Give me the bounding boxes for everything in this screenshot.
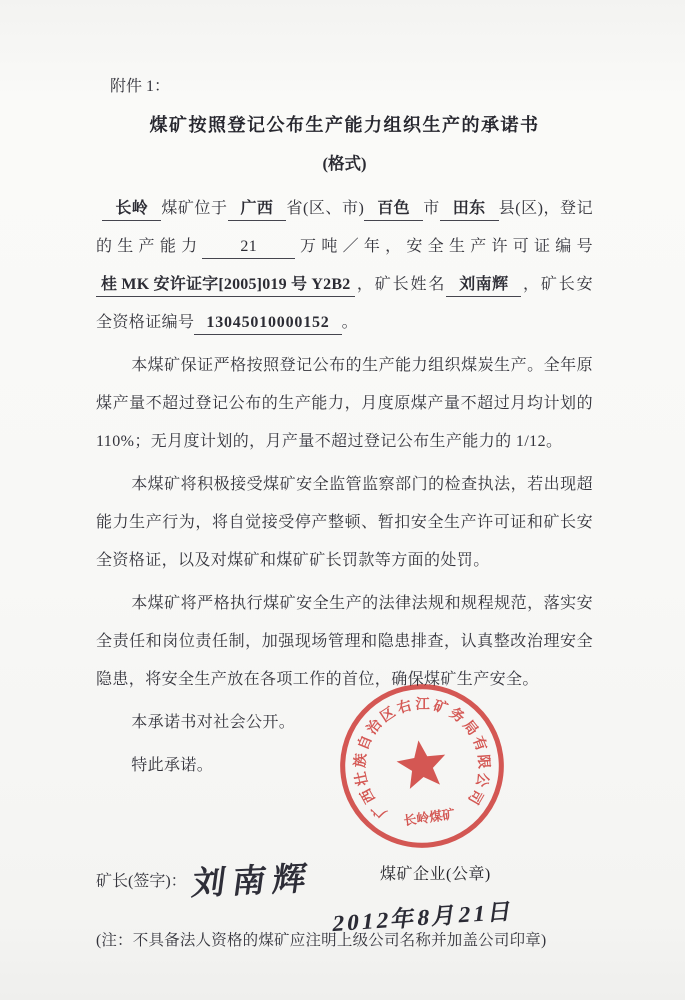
signature-area: [96, 811, 593, 937]
svg-text:右: 右: [395, 697, 414, 718]
attachment-label: 附件 1：: [110, 78, 171, 95]
blank-permit-number: 桂 MK 安许证字[2005]019 号 Y2B2: [96, 274, 355, 297]
public-statement: 本承诺书对社会公开。: [131, 714, 296, 731]
svg-text:广: 广: [368, 799, 391, 821]
handwritten-date: 2012年8月21日: [330, 898, 517, 937]
handwritten-signature: 刘南辉: [189, 861, 315, 903]
blank-province: 广西: [228, 198, 287, 221]
text-segment: 省(区、市): [286, 200, 365, 217]
mine-manager-signature-row: [96, 855, 313, 902]
seal-label: 煤矿企业(公章): [380, 866, 491, 883]
paragraph-supervision-promise: 本煤矿将积极接受煤矿安全监管监察部门的检查执法，若出现超能力生产行为，将自觉接受停产整顿、暂扣安全生产许可证和矿长安全资格证，以及对煤矿和煤矿矿长罚款等方面的处罚。: [96, 476, 593, 569]
svg-text:壮: 壮: [352, 769, 372, 788]
svg-text:自: 自: [355, 733, 376, 753]
blank-capacity: 21: [202, 236, 295, 259]
svg-text:有: 有: [468, 734, 490, 754]
blank-cert-number: 13045010000152: [194, 312, 341, 335]
page-subtitle: (格式): [322, 154, 367, 173]
text-segment: 煤矿位于: [161, 200, 228, 217]
svg-text:司: 司: [464, 786, 486, 807]
intro-paragraph: [96, 190, 593, 342]
blank-mine-name: 长岭: [102, 198, 161, 221]
svg-text:区: 区: [377, 704, 399, 726]
text-segment: 。: [341, 314, 359, 331]
svg-text:西: 西: [357, 785, 379, 806]
blank-city: 百色: [364, 198, 423, 221]
text-segment: 县(区)，登记的生产能力: [96, 200, 593, 255]
seal-bottom-text: 长岭煤矿: [402, 806, 456, 829]
seal-star-icon: [394, 737, 449, 790]
blank-county: 田东: [440, 198, 499, 221]
company-seal: [328, 672, 515, 859]
svg-text:公: 公: [472, 770, 492, 789]
svg-text:务: 务: [446, 705, 468, 727]
text-segment: 市: [423, 200, 440, 217]
promise-statement: 特此承诺。: [131, 757, 214, 774]
svg-text:矿: 矿: [431, 697, 450, 718]
svg-text:限: 限: [474, 753, 492, 770]
page-title: 煤矿按照登记公布生产能力组织生产的承诺书: [149, 115, 540, 135]
svg-text:江: 江: [415, 696, 430, 713]
sign-label: 矿长(签字)：: [96, 873, 187, 890]
text-segment: ，矿长安全资格证编号: [96, 276, 593, 331]
text-segment: 万吨／年，安全生产许可证编号: [295, 238, 593, 255]
footnote: (注：不具备法人资格的煤矿应注明上级公司名称并加盖公司印章): [96, 932, 547, 949]
paragraph-regulation-promise: 本煤矿将严格执行煤矿安全生产的法律法规和规程规范，落实安全责任和岗位责任制，加强现场管理和隐患排查，认真整改治理安全隐患，将安全生产放在各项工作的首位，确保煤矿生产安全。: [96, 595, 593, 688]
svg-text:族: 族: [352, 752, 370, 769]
blank-manager-name: 刘南辉: [446, 274, 521, 297]
svg-text:局: 局: [459, 717, 481, 739]
paragraph-capacity-promise: 本煤矿保证严格按照登记公布的生产能力组织煤炭生产。全年原煤产量不超过登记公布的生产能力，月度原煤产量不超过月均计划的110%；无月度计划的，月产量不超过登记公布生产能力的 1/12。: [96, 357, 593, 450]
svg-text:治: 治: [363, 716, 386, 738]
text-segment: ，矿长姓名: [355, 276, 447, 293]
